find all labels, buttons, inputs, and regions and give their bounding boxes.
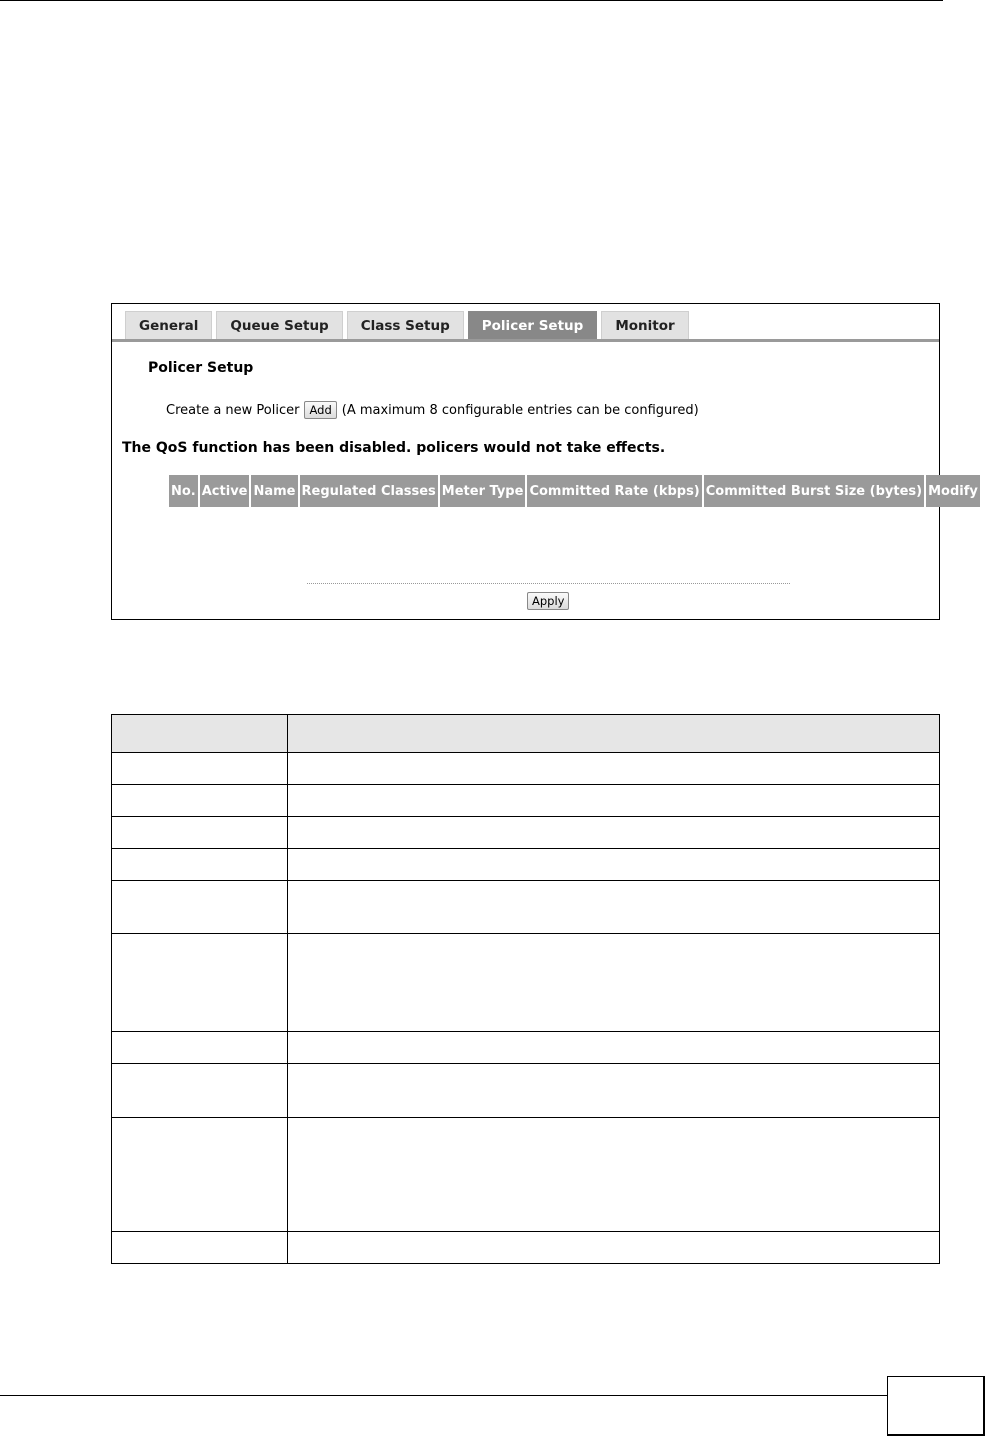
desc-cell-label (112, 881, 288, 934)
desc-header-row (112, 715, 940, 753)
tab-general[interactable]: General (125, 311, 212, 340)
desc-cell-label (112, 1118, 288, 1232)
desc-cell-description (288, 785, 940, 817)
desc-cell-label (112, 1232, 288, 1264)
desc-row (112, 934, 940, 1032)
section-title: Policer Setup (148, 360, 254, 376)
desc-cell-description (288, 881, 940, 934)
tab-underline (112, 339, 939, 342)
col-committed-burst-size: Committed Burst Size (bytes) (704, 475, 924, 507)
desc-cell-description (288, 1232, 940, 1264)
desc-row (112, 1032, 940, 1064)
dotted-separator (307, 583, 790, 584)
desc-cell-label (112, 849, 288, 881)
col-active: Active (200, 475, 250, 507)
apply-button[interactable]: Apply (527, 592, 569, 610)
description-table (111, 714, 940, 1264)
desc-row (112, 1232, 940, 1264)
tab-monitor[interactable]: Monitor (601, 311, 688, 340)
tab-queue-setup[interactable]: Queue Setup (216, 311, 342, 340)
desc-row (112, 881, 940, 934)
desc-cell-description (288, 849, 940, 881)
create-policer-row (166, 401, 699, 419)
col-committed-rate: Committed Rate (kbps) (527, 475, 701, 507)
desc-cell-description (288, 1032, 940, 1064)
max-entries-note: (A maximum 8 configurable entries can be configured) (341, 402, 699, 418)
col-meter-type: Meter Type (440, 475, 526, 507)
desc-cell-description (288, 817, 940, 849)
desc-cell-description (288, 1064, 940, 1118)
policer-table-header (169, 475, 980, 507)
page-bottom-rule (0, 1395, 887, 1396)
col-modify: Modify (926, 475, 980, 507)
tab-policer-setup[interactable]: Policer Setup (468, 311, 598, 340)
desc-row (112, 785, 940, 817)
desc-header-label (112, 715, 288, 753)
tab-bar (125, 311, 689, 341)
col-no: No. (169, 475, 198, 507)
desc-cell-label (112, 934, 288, 1032)
desc-cell-label (112, 817, 288, 849)
desc-cell-label (112, 1064, 288, 1118)
create-policer-label: Create a new Policer (166, 402, 300, 418)
page-number-box (887, 1376, 985, 1436)
desc-row (112, 1118, 940, 1232)
desc-cell-description (288, 934, 940, 1032)
desc-row (112, 817, 940, 849)
policer-setup-screenshot (111, 303, 978, 620)
qos-disabled-warning: The QoS function has been disabled. policers would not take effects. (122, 440, 666, 456)
desc-row (112, 1064, 940, 1118)
desc-cell-description (288, 1118, 940, 1232)
desc-header-description (288, 715, 940, 753)
col-regulated-classes: Regulated Classes (300, 475, 438, 507)
desc-cell-description (288, 753, 940, 785)
desc-cell-label (112, 785, 288, 817)
desc-row (112, 849, 940, 881)
page-top-rule (0, 0, 943, 1)
desc-row (112, 753, 940, 785)
tab-class-setup[interactable]: Class Setup (347, 311, 464, 340)
desc-cell-label (112, 753, 288, 785)
add-button[interactable]: Add (304, 401, 336, 419)
policer-table (167, 475, 982, 507)
col-name: Name (251, 475, 297, 507)
desc-cell-label (112, 1032, 288, 1064)
